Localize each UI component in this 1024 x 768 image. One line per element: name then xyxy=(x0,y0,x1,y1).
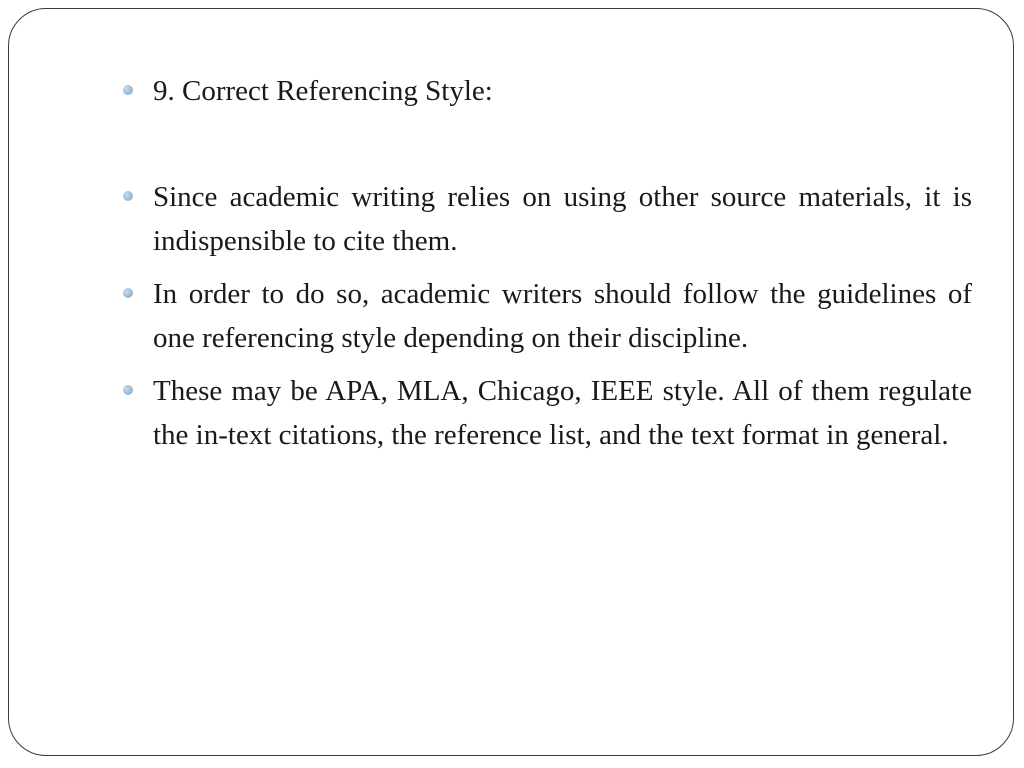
bullet-item xyxy=(122,175,972,264)
bullet-item xyxy=(122,369,972,458)
bullet-dot-icon xyxy=(123,385,133,395)
bullet-item-heading xyxy=(122,69,972,114)
bullet-text: 9. Correct Referencing Style: xyxy=(153,75,493,107)
slide-frame xyxy=(8,8,1014,756)
bullet-dot-icon xyxy=(123,288,133,298)
bullet-text: These may be APA, MLA, Chicago, IEEE style. All of them regulate the in-text citations, the reference list, and the text format in general. xyxy=(153,374,972,451)
bullet-list xyxy=(122,69,972,466)
bullet-dot-icon xyxy=(123,85,133,95)
bullet-text: In order to do so, academic writers should follow the guidelines of one referencing style depending on their discipline. xyxy=(153,277,972,354)
bullet-item xyxy=(122,272,972,361)
bullet-dot-icon xyxy=(123,191,133,201)
bullet-text: Since academic writing relies on using other source materials, it is indispensible to cite them. xyxy=(153,180,972,257)
